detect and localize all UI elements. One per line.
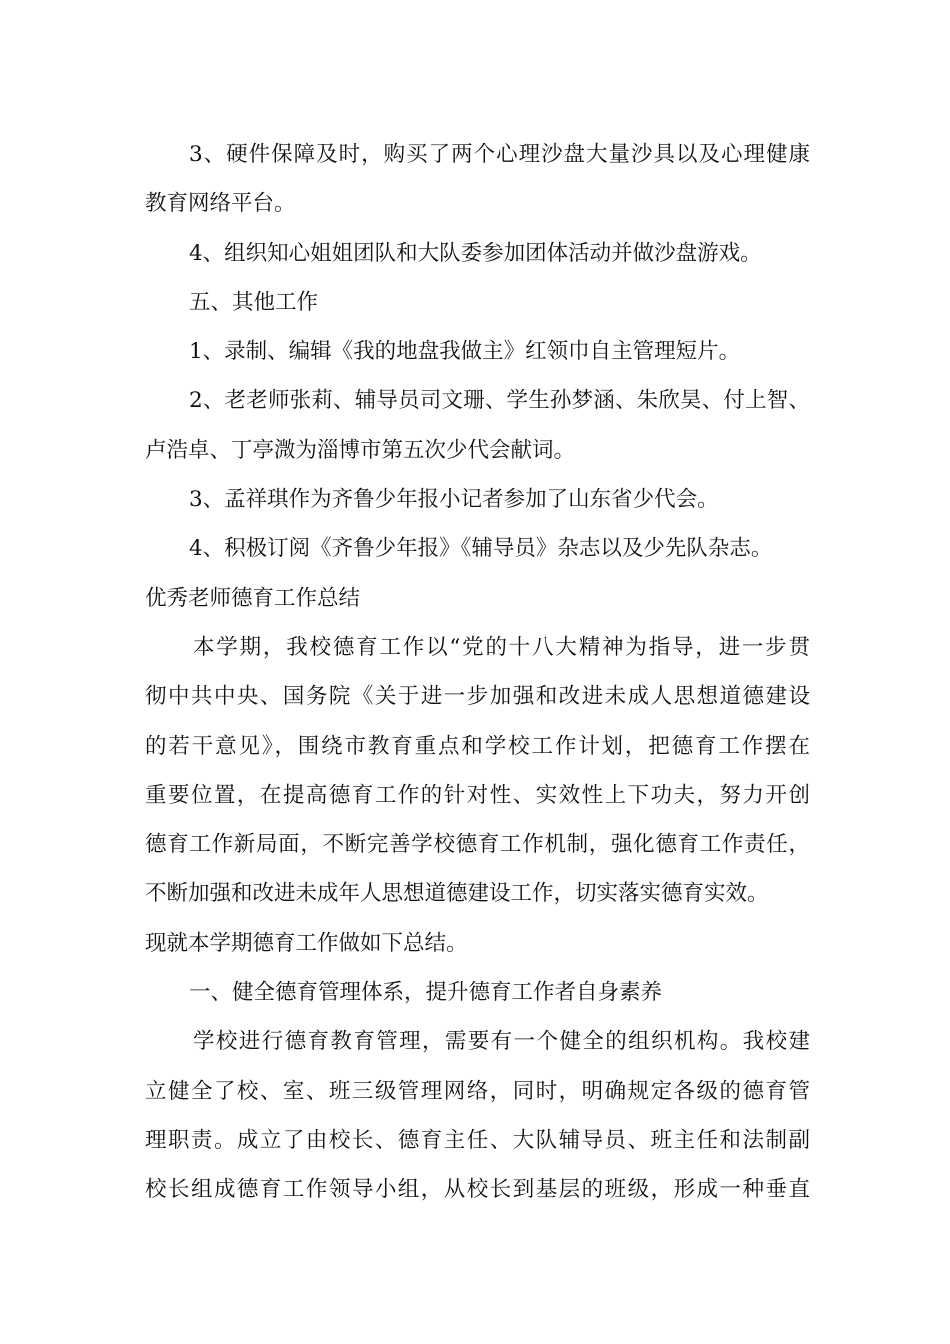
paragraph-line: 教育网络平台。 <box>145 191 296 217</box>
paragraph-line: 4、组织知心姐姐团队和大队委参加团体活动并做沙盘游戏。 <box>189 240 762 266</box>
paragraph-line: 立健全了校、室、班三级管理网络，同时，明确规定各级的德育管 <box>145 1078 810 1104</box>
paragraph-line: 理职责。成立了由校长、德育主任、大队辅导员、班主任和法制副 <box>145 1127 810 1153</box>
paragraph-line: 学校进行德育教育管理，需要有一个健全的组织机构。我校建 <box>193 1029 810 1055</box>
paragraph-line: 2、老老师张莉、辅导员司文珊、学生孙梦涵、朱欣昊、付上智、 <box>189 388 810 414</box>
paragraph-line: 德育工作新局面，不断完善学校德育工作机制，强化德育工作责任， <box>145 832 810 858</box>
paragraph-line: 本学期，我校德育工作以“党的十八大精神为指导，进一步贯 <box>193 634 810 660</box>
paragraph-line: 卢浩卓、丁亭溦为淄博市第五次少代会献词。 <box>145 437 576 463</box>
document-title: 优秀老师德育工作总结 <box>145 585 361 611</box>
paragraph-line: 校长组成德育工作领导小组，从校长到基层的班级，形成一种垂直 <box>145 1177 810 1203</box>
paragraph-line: 3、硬件保障及时，购买了两个心理沙盘大量沙具以及心理健康 <box>189 142 810 167</box>
section-heading: 五、其他工作 <box>189 289 319 315</box>
paragraph-line: 的若干意见》，围绕市教育重点和学校工作计划，把德育工作摆在 <box>145 733 810 759</box>
paragraph-line: 1、录制、编辑《我的地盘我做主》红领巾自主管理短片。 <box>189 339 741 365</box>
paragraph-line: 彻中共中央、国务院《关于进一步加强和改进未成人思想道德建设 <box>145 684 810 710</box>
section-heading: 一、健全德育管理体系，提升德育工作者自身素养 <box>189 980 663 1006</box>
paragraph-line: 3、孟祥琪作为齐鲁少年报小记者参加了山东省少代会。 <box>189 487 719 513</box>
paragraph-line: 不断加强和改进未成年人思想道德建设工作，切实落实德育实效。 <box>145 881 769 907</box>
document-body <box>145 130 810 1215</box>
paragraph-line: 重要位置，在提高德育工作的针对性、实效性上下功夫，努力开创 <box>145 782 810 808</box>
paragraph-line: 4、积极订阅《齐鲁少年报》《辅导员》杂志以及少先队杂志。 <box>189 536 773 562</box>
paragraph-line: 现就本学期德育工作做如下总结。 <box>145 930 468 956</box>
